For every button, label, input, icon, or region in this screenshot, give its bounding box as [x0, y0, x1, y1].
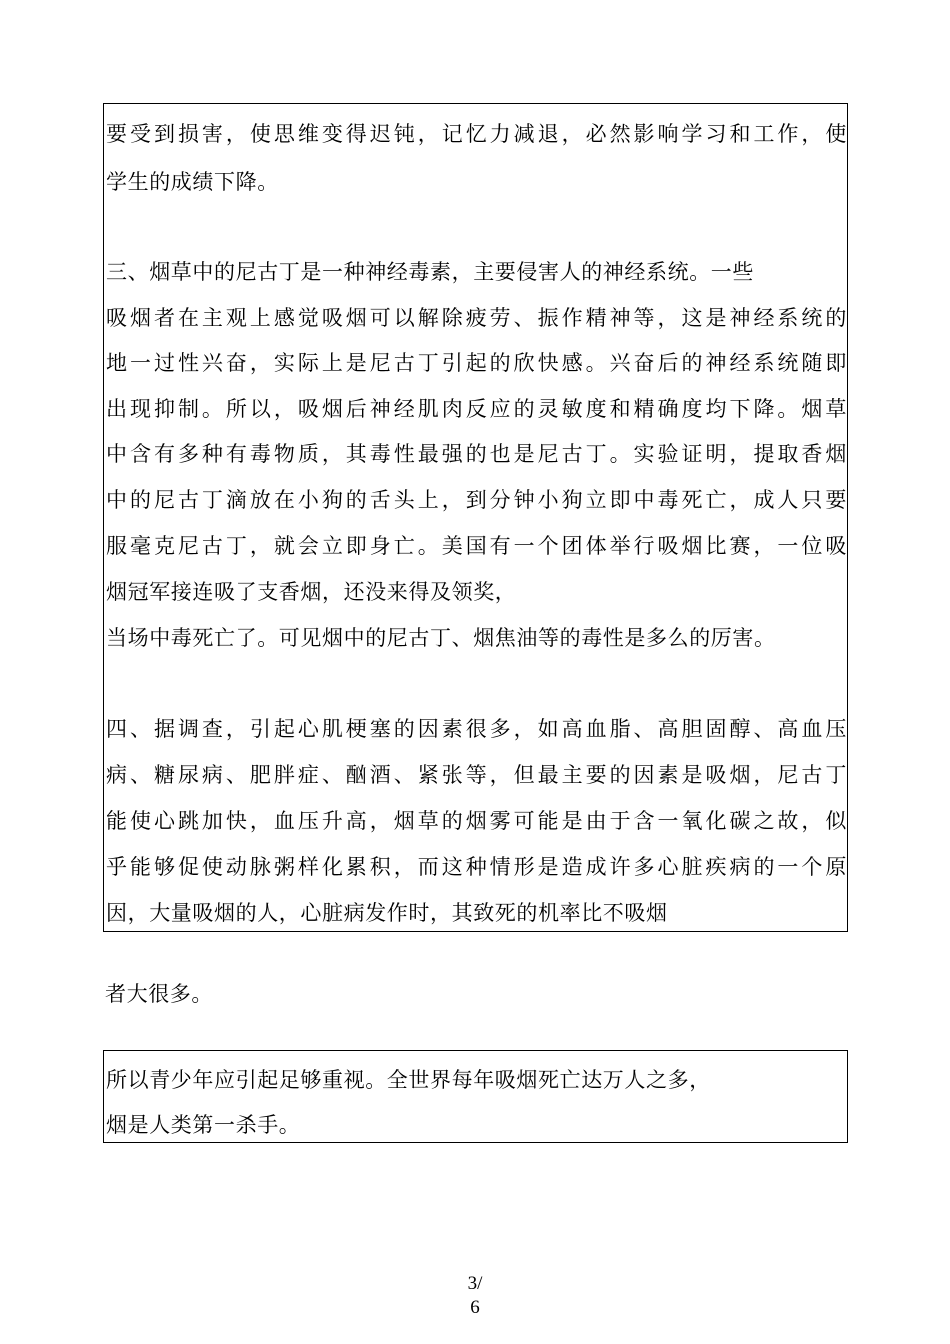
text-line: 出现抑制。所以，吸烟后神经肌肉反应的灵敏度和精确度均下降。烟草: [106, 397, 847, 421]
text-box-main: [103, 103, 848, 932]
page-number-current: 3/: [467, 1273, 483, 1294]
page-number-total: 6: [470, 1297, 480, 1318]
text-line: 能使心跳加快，血压升高，烟草的烟雾可能是由于含一氧化碳之故，似: [106, 809, 847, 833]
text-line: 吸烟者在主观上感觉吸烟可以解除疲劳、振作精神等，这是神经系统的: [106, 306, 847, 330]
text-line: 因，大量吸烟的人，心脏病发作时，其致死的机率比不吸烟: [106, 901, 668, 925]
text-line: 病、糖尿病、肥胖症、酗酒、紧张等，但最主要的因素是吸烟，尼古丁: [106, 763, 847, 787]
section-three-heading-line: 三、烟草中的尼古丁是一种神经毒素，主要侵害人的神经系统。一些: [106, 260, 754, 284]
text-box-conclusion: [103, 1050, 848, 1143]
continuation-line: 者大很多。: [105, 982, 213, 1006]
text-line: 乎能够促使动脉粥样化累积，而这种情形是造成许多心脏疾病的一个原: [106, 855, 847, 879]
text-line: 所以青少年应引起足够重视。全世界每年吸烟死亡达万人之多，: [106, 1068, 711, 1092]
section-four-heading-line: 四、据调查，引起心肌梗塞的因素很多，如高血脂、高胆固醇、高血压: [106, 717, 847, 741]
text-line: 中含有多种有毒物质，其毒性最强的也是尼古丁。实验证明，提取香烟: [106, 442, 847, 466]
text-line: 服毫克尼古丁，就会立即身亡。美国有一个团体举行吸烟比赛，一位吸: [106, 534, 847, 558]
text-line: 地一过性兴奋，实际上是尼古丁引起的欣快感。兴奋后的神经系统随即: [106, 351, 847, 375]
text-line: 学生的成绩下降。: [106, 170, 279, 194]
text-line: 烟冠军接连吸了支香烟，还没来得及领奖，: [106, 580, 517, 604]
text-line: 中的尼古丁滴放在小狗的舌头上，到分钟小狗立即中毒死亡，成人只要: [106, 488, 847, 512]
text-line: 要受到损害，使思维变得迟钝，记忆力减退，必然影响学习和工作，使: [106, 122, 847, 146]
text-line: 烟是人类第一杀手。: [106, 1113, 301, 1137]
text-line: 当场中毒死亡了。可见烟中的尼古丁、烟焦油等的毒性是多么的厉害。: [106, 626, 776, 650]
